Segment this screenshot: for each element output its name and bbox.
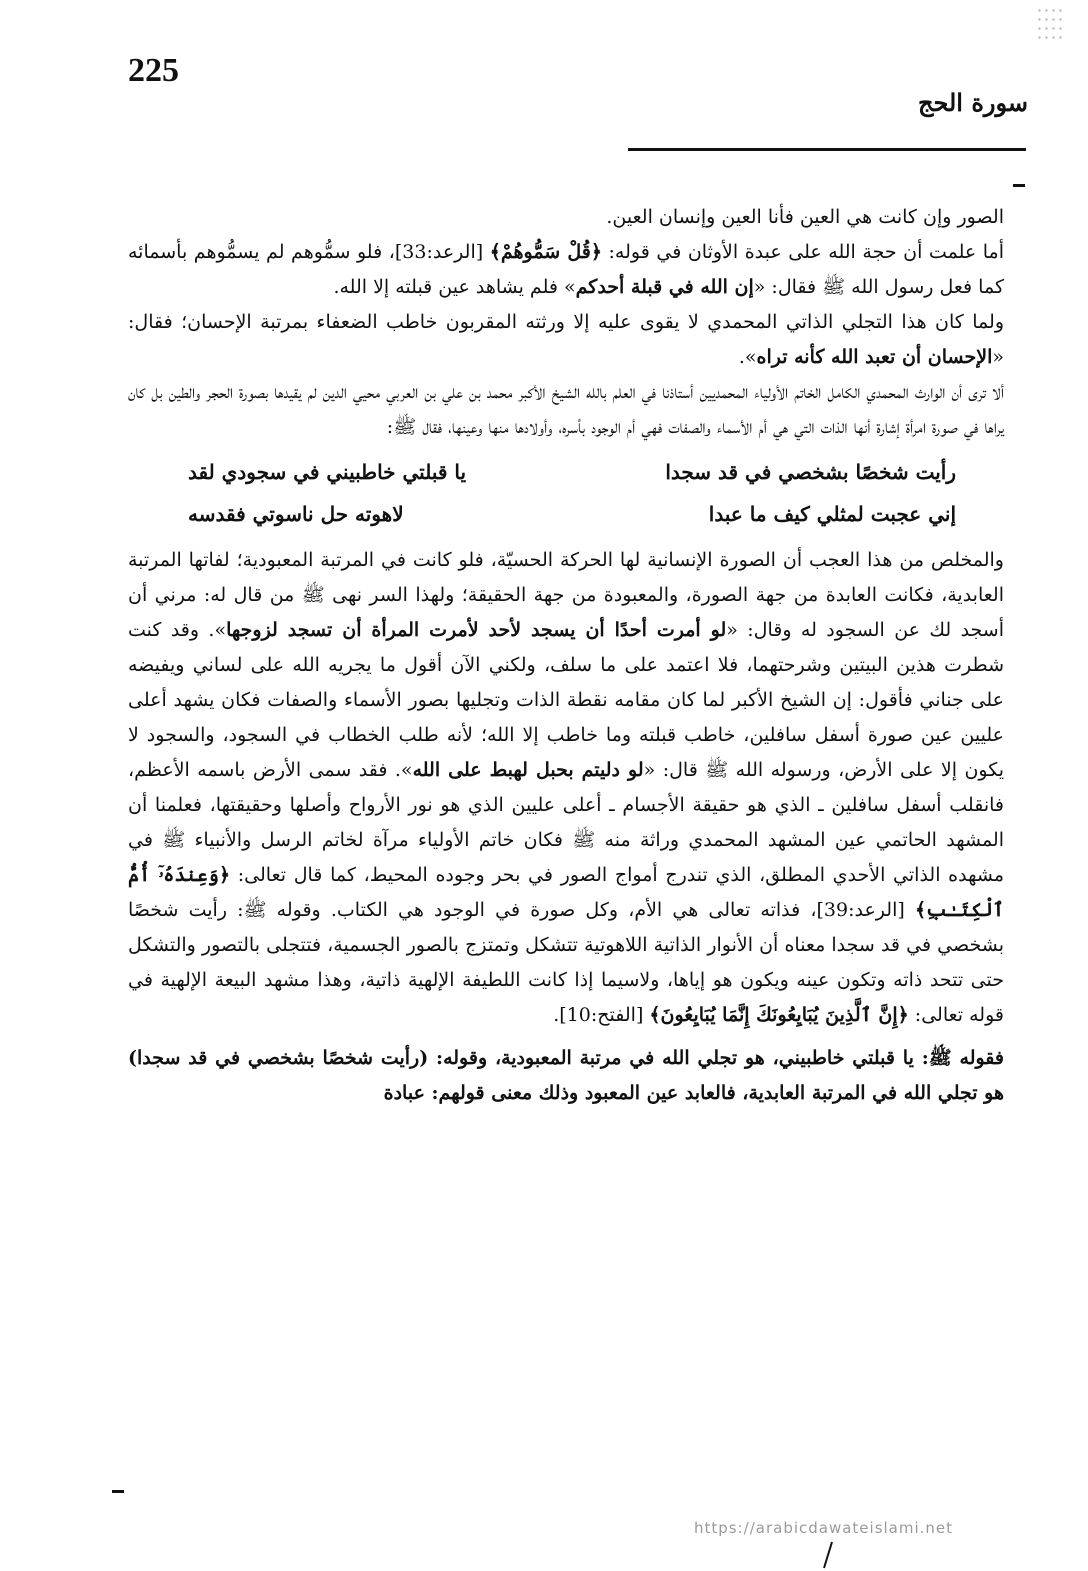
paragraph-5-text-i: [الفتح:10]. (553, 1004, 650, 1026)
paragraph-3 (128, 305, 1004, 375)
paragraph-5 (128, 543, 1004, 1033)
surah-title: سورة الحج (918, 88, 1028, 117)
paragraph-4: ألا ترى أن الوارث المحمدي الكامل الخاتم الأولياء المحمديين أستاذنا في العلم بالله الشيخ الأكبر محمد بن علي بن العربي محيي الدين لم يقيدها بصورة الحجر والطين بل كان يراها في صورة امرأة إشارة أنها الذات التي هي أم الأسماء والصفات فهي أم الوجود بأسره، وأولادها منها وعينها، فقال ﷺ: (128, 381, 1004, 438)
quran-verse: ﴿وَعِندَهُۥٓ أُمُّ ٱلْكِتَـٰبِ﴾ (128, 864, 1004, 921)
page-number: 225 (128, 52, 179, 89)
poem-verse (128, 451, 1004, 493)
verse-second-hemistich: لاهوته حل ناسوتي فقدسه (188, 502, 404, 526)
quran-verse: ﴿قُلْ سَمُّوهُمْ﴾ (489, 241, 602, 263)
paragraph-2-text-c: [الرعد:33]، فلو سمُّوهم لم يسمُّوهم بأسمائه كما فعل رسول الله ﷺ فقال: « (128, 241, 1004, 298)
paragraph-2-text-a: أما علمت أن حجة الله على عبدة الأوثان في قوله: (601, 241, 1004, 263)
paragraph-5-text-e: ». فقد سمى الأرض باسمه الأعظم، فانقلب أسفل سافلين ـ الذي هو حقيقة الأجسام ـ أعلى عليين الذي هو نور الأرواح وأصلها وحقيقتها، فعلمنا أن المشهد الحاتمي عين المشهد المحمدي وراثة منه ﷺ فكان خاتم الأولياء مرآة لخاتم الرسل والأنبياء ﷺ في مشهده الذاتي الأحدي المطلق، الذي تندرج أمواج الصور في بحر وجوده المحيط، كما قال تعالى: (128, 759, 1004, 886)
hadith-quote: لو دليتم بحبل لهبط على الله (412, 759, 644, 781)
paragraph-2 (128, 235, 1004, 305)
paragraph-3-text-c: ». (738, 346, 757, 368)
hadith-quote: لو أمرت أحدًا أن يسجد لأحد لأمرت المرأة أن تسجد لزوجها (226, 619, 727, 641)
paragraph-1: الصور وإن كانت هي العين فأنا العين وإنسان العين. (606, 206, 1004, 228)
watermark-url: https://arabicdawateislami.net (694, 1519, 954, 1537)
paragraph-5-text-a: والمخلص من هذا العجب أن الصورة الإنسانية لها الحركة الحسيّة، فلو كانت في المرتبة المعبودية؛ لفاتها المرتبة العابدية، فكانت العابدة من جهة الصورة، والمعبودة من جهة الحقيقة؛ ولهذا السر نهى ﷺ من قال له: مرني أن أسجد لك عن السجود له وقال: « (128, 549, 1005, 641)
quran-verse: ﴿إِنَّ ٱلَّذِينَ يُبَايِعُونَكَ إِنَّمَا يُبَايِعُونَ﴾ (649, 1004, 909, 1026)
pen-stroke-mark (818, 1540, 838, 1570)
header-rule (628, 148, 1026, 151)
hadith-quote: الإحسان أن تعبد الله كأنه تراه (756, 346, 993, 368)
poem-verse (128, 493, 1004, 535)
margin-mark-bottom (112, 1490, 124, 1493)
verse-first-hemistich: إني عجبت لمثلي كيف ما عبدا (708, 502, 956, 526)
verse-first-hemistich: رأيت شخصًا بشخصي في قد سجدا (665, 460, 956, 484)
margin-mark-top (1013, 184, 1025, 187)
paragraph-2-text-e: » فلم يشاهد عين قبلته إلا الله. (333, 276, 576, 298)
verse-second-hemistich: يا قبلتي خاطبيني في سجودي لقد (188, 460, 467, 484)
poem (128, 451, 1004, 535)
paragraph-5-text-g: [الرعد:39]، فذاته تعالى هي الأم، وكل صورة في الوجود هي الكتاب. وقوله ﷺ: رأيت شخصًا بشخصي في قد سجدا معناه أن الأنوار الذاتية اللاهوتية تتشكل وتمتزج بالصور الجسمية، فتتجلى بالتصور والتشكل حتى تتحد ذاته وتكون عينه ويكون هو إياها، ولاسيما إذا كانت اللطيفة الإلهية ذاتية، وهذا مشهد البيعة الإلهية في قوله تعالى: (128, 899, 1004, 1026)
paragraph-5-text-c: ». وقد كنت شطرت هذين البيتين وشرحتهما، فلا اعتمد على ما سلف، ولكني الآن أقول ما يجريه الله على لساني ويفيضه على جناني فأقول: إن الشيخ الأكبر لما كان مقامه نقطة الذات وتجليها بصور الأسماء والصفات فكان يشهد أعلى عليين عين صورة أسفل سافلين، خاطب قبلته وما خاطب إلا الله؛ لأنه طلب الخطاب في السجود، والسجود لا يكون إلا على الأرض، ورسوله الله ﷺ قال: « (128, 619, 1004, 781)
paragraph-6: فقوله ﷺ: يا قبلتي خاطبيني، هو تجلي الله في مرتبة المعبودية، وقوله: (رأيت شخصًا بشخصي في قد سجدا) هو تجلي الله في المرتبة العابدية، فالعابد عين المعبود وذلك معنى قولهم: عبادة (128, 1047, 1004, 1104)
main-text (128, 200, 1004, 1111)
scan-speckle (1036, 6, 1066, 42)
hadith-quote: إن الله في قبلة أحدكم (575, 276, 754, 298)
paragraph-3-text-a: ولما كان هذا التجلي الذاتي المحمدي لا يقوى عليه إلا ورثته المقربون خاطب الضعفاء بمرتبة الإحسان؛ فقال: « (128, 311, 1004, 368)
